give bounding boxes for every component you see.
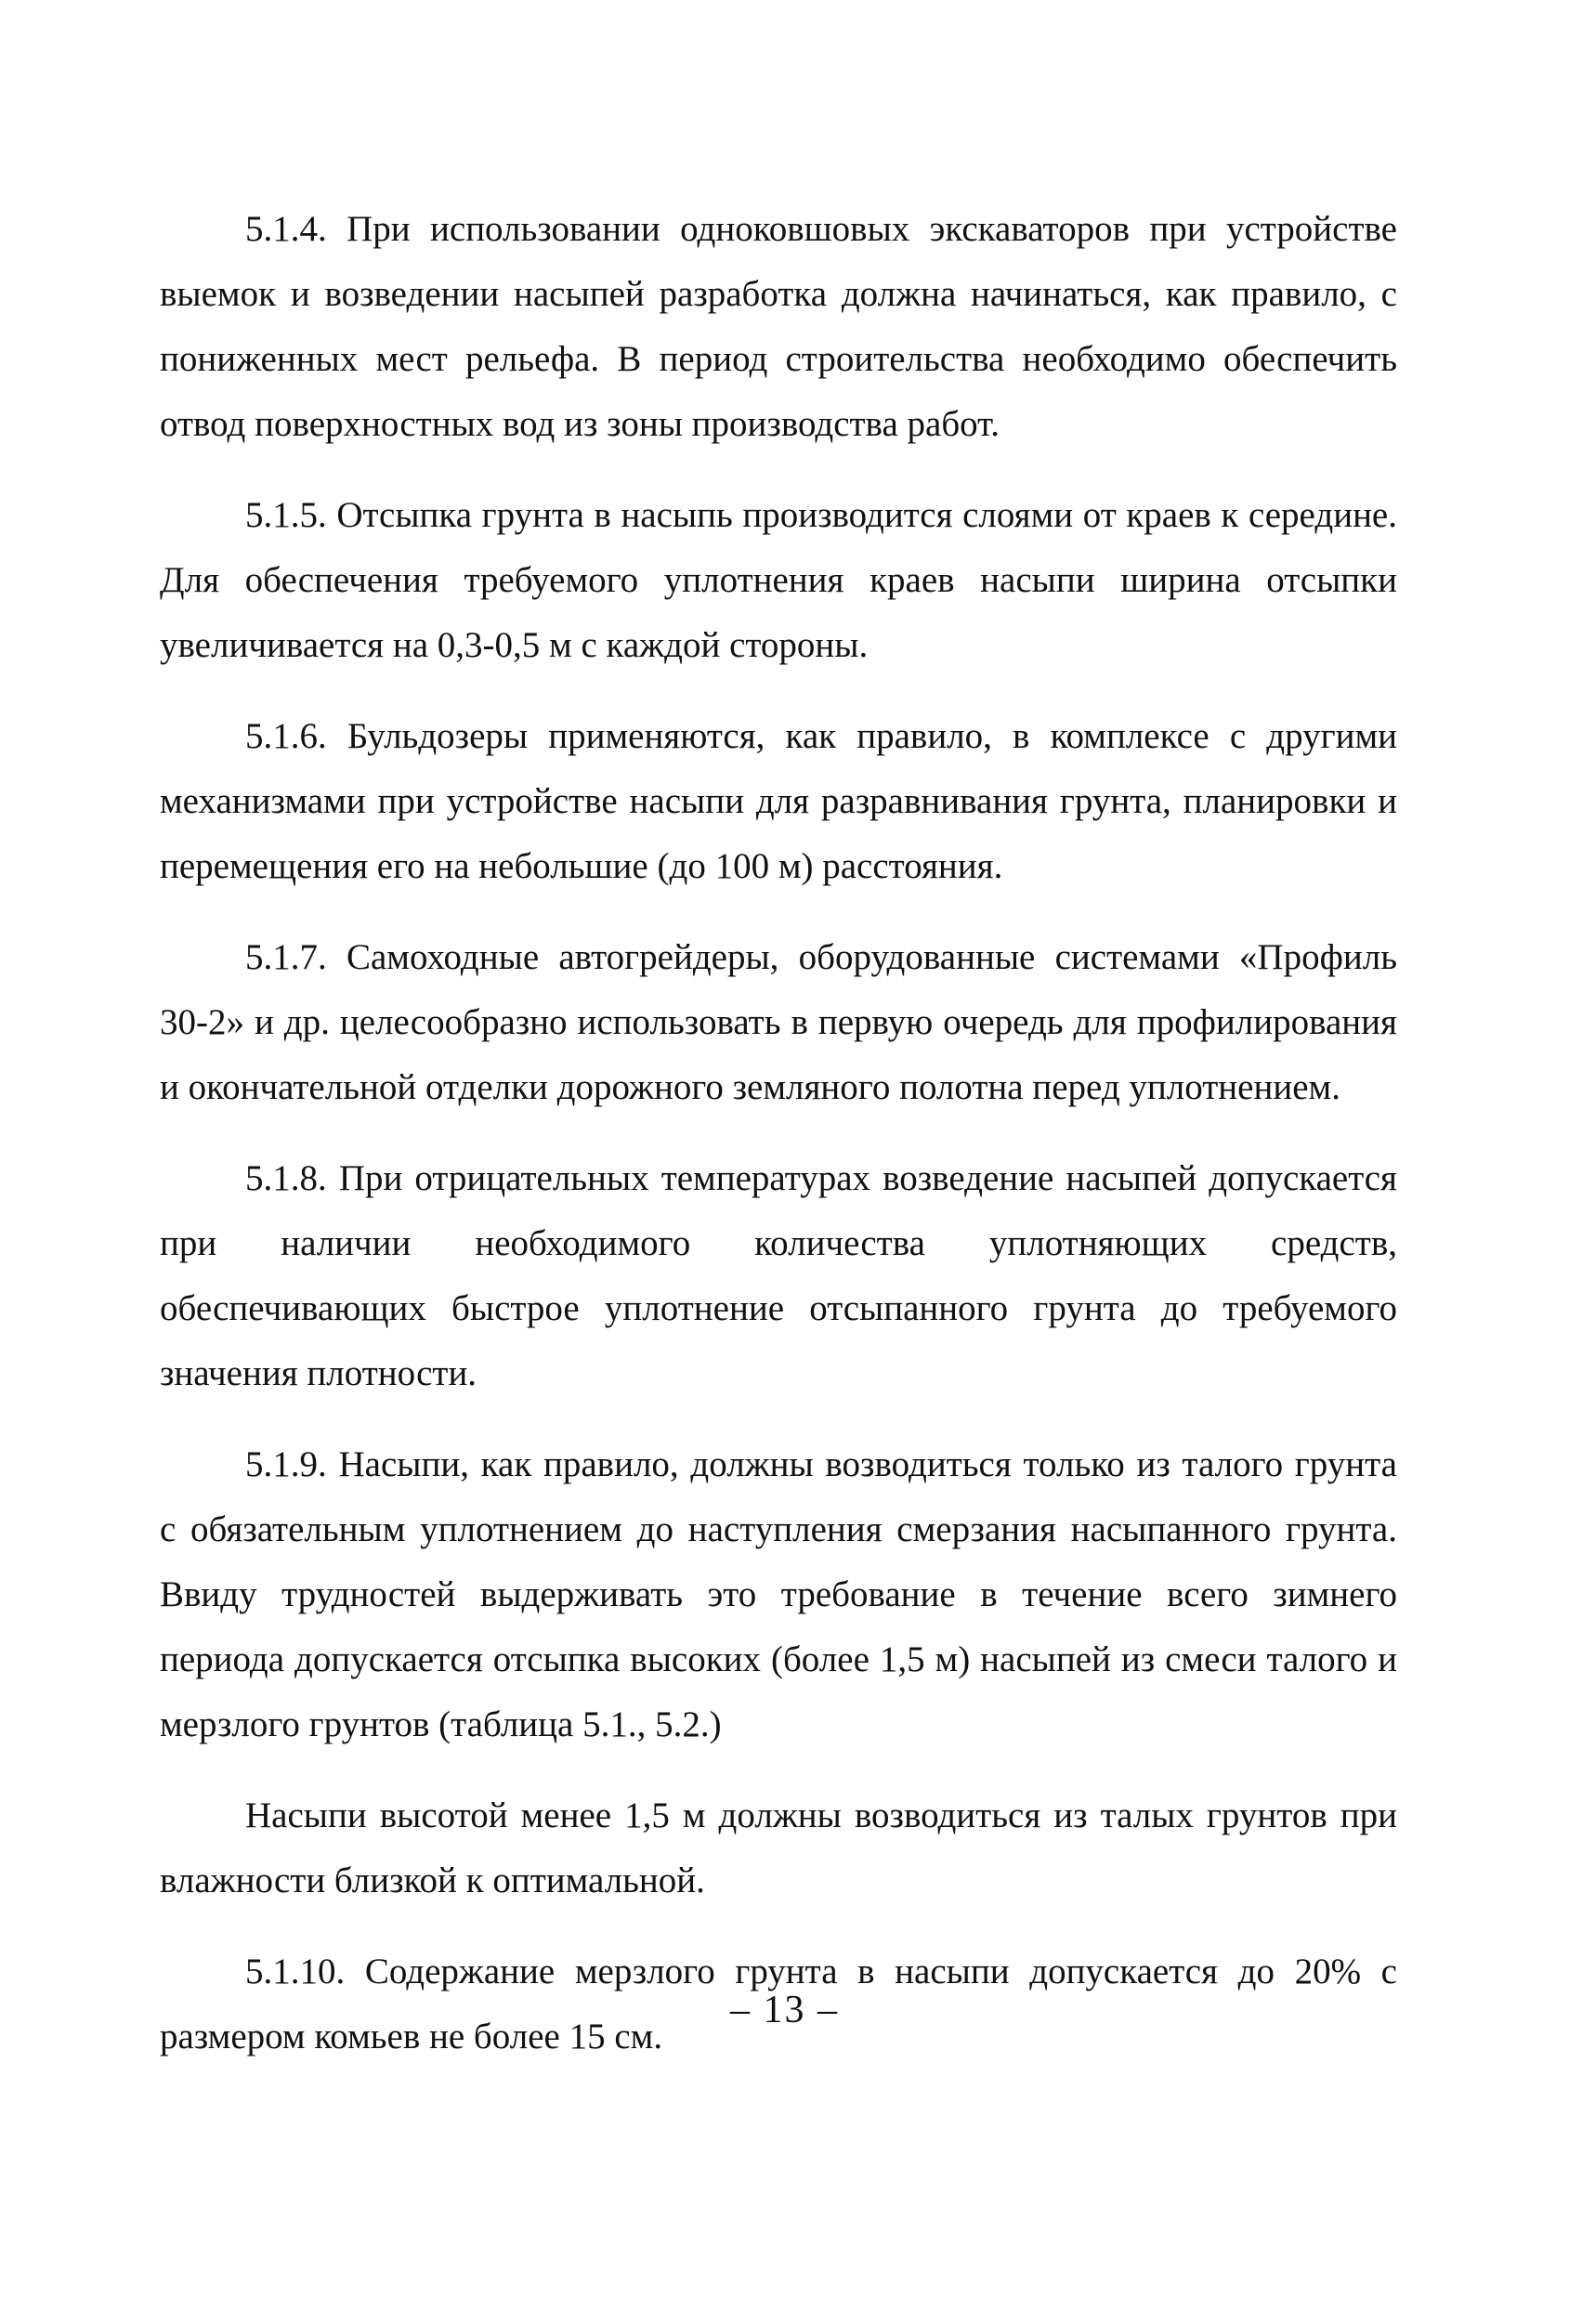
paragraph-5-1-6: 5.1.6. Бульдозеры применяются, как правило, в комплексе с другими механизмами при устройстве насыпи для разравнивания грунта, планировки и перемещения его на небольшие (до 100 м) расстояния. xyxy=(160,716,1397,886)
paragraph-5-1-7: 5.1.7. Самоходные автогрейдеры, оборудованные системами «Профиль 30-2» и др. целесообразно использовать в первую очередь для профилирования и окончательной отделки дорожного земляного полотна перед уплотнением. xyxy=(160,937,1397,1107)
paragraph-5-1-8: 5.1.8. При отрицательных температурах возведение насыпей допускается при наличии необходимого количества уплотняющих средств, обеспечивающих быстрое уплотнение отсыпанного грунта до требуемого значения плотности. xyxy=(160,1158,1397,1393)
page-number: – 13 – xyxy=(730,1989,839,2031)
paragraph-5-1-9: 5.1.9. Насыпи, как правило, должны возводиться только из талого грунта с обязательным уплотнением до наступления смерзания насыпанного грунта. Ввиду трудностей выдерживать это требование в течение всего зимнего периода допускается отсыпка высоких (более 1,5 м) насыпей из смеси талого и мерзлого грунтов (таблица 5.1., 5.2.) xyxy=(160,1444,1397,1744)
paragraph-5-1-4: 5.1.4. При использовании одноковшовых экскаваторов при устройстве выемок и возведении насыпей разработка должна начинаться, как правило, с пониженных мест рельефа. В период строительства необходимо обеспечить отвод поверхностных вод из зоны производства работ. xyxy=(160,209,1397,444)
paragraph-low-embankments: Насыпи высотой менее 1,5 м должны возводиться из талых грунтов при влажности близкой к оптимальной. xyxy=(160,1795,1397,1900)
body-text xyxy=(160,197,1397,2096)
paragraph-5-1-5: 5.1.5. Отсыпка грунта в насыпь производится слоями от краев к середине. Для обеспечения требуемого уплотнения краев насыпи ширина отсыпки увеличивается на 0,3-0,5 м с каждой стороны. xyxy=(160,495,1397,665)
paragraph-5-1-10: 5.1.10. Содержание мерзлого грунта в насыпи допускается до 20% с размером комьев не более 15 см. xyxy=(160,1952,1397,2056)
